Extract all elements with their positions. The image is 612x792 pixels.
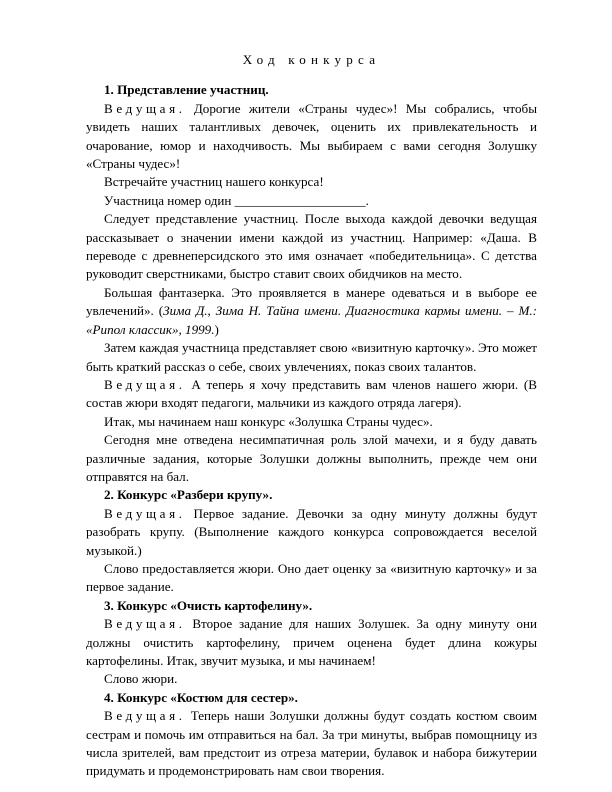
paragraph-text: Теперь наши Золушки должны будут создать костюм своим сестрам и помочь им отправиться на бал. За три минуты, выбрав помощницу из числа зрителей, вам предстоит из отреза материи, булавок и набора бижутерии придумать и продемонстрировать нам свои творения. [86,708,537,779]
paragraph: Следует представление участниц. После выхода каждой девочки ведущая рассказывает о значении имени каждой из участниц. Например: «Даша. В переводе с древнеперсидского это имя означает «победительница». С детства руководит сверстниками, быстро ставит своих обидчиков на место. [86,211,537,282]
citation: Зима Д., Зима Н. Тайна имени. Диагностика кармы имени. – М.: «Рипол классик», 1999. [86,303,537,337]
paragraph-text: Дорогие жители «Страны чудес»! Мы собрались, чтобы увидеть наших талантливых девочек, оценить их привлекательность и очарование, юмор и находчивость. Мы выбираем с вами сегодня Золушку «Страны чудес»! [86,100,537,172]
paragraph: Слово жюри. [104,671,178,687]
speaker-label: Ведущая. [104,616,186,632]
paragraph-text: Первое задание. Девочки за одну минуту должны будут разобрать крупу. (Выполнение каждого конкурса сопровождается веселой музыкой.) [86,505,537,558]
paragraph-text: Второе задание для наших Золушек. За одну минуту они должны очистить картофелину, причем оценена будет длина кожуры картофелины. Итак, звучит музыка, и мы начинаем! [86,616,537,668]
paragraph [86,284,537,339]
page-title: Ход конкурса [242,52,381,67]
page-content [86,51,537,781]
paragraph: Итак, мы начинаем наш конкурс «Золушка Страны чудес». [104,413,433,429]
paragraph: Участница номер один ____________________. [104,192,369,208]
paragraph [86,100,537,174]
paragraph [86,505,537,560]
paragraph: Затем каждая участница представляет свою «визитную карточку». Это может быть краткий рассказ о себе, своих увлечениях, показ своих талантов. [86,340,537,374]
section-4-heading: 4. Конкурс «Костюм для сестер». [104,689,298,705]
paragraph: Встречайте участниц нашего конкурса! [104,174,324,190]
paragraph [86,615,537,670]
paragraph [86,707,537,781]
section-1-heading: 1. Представление участниц. [104,82,269,98]
paragraph [86,376,537,413]
paragraph-text: А теперь я хочу представить вам членов нашего жюри. (В состав жюри входят педагоги, мальчики из каждого отряда лагеря). [86,376,537,411]
paragraph-text: Большая фантазерка. Это проявляется в манере одеваться и в выборе ее увлечений». ( [86,284,537,319]
section-2-heading: 2. Конкурс «Разбери крупу». [104,487,273,503]
speaker-label: Ведущая. [104,505,186,521]
section-3-heading: 3. Конкурс «Очисть картофелину». [104,597,313,613]
paragraph: Сегодня мне отведена несимпатичная роль злой мачехи, и я буду давать различные задания, которые Золушки должны выполнить, прежде чем они отправятся на бал. [86,432,537,484]
paragraph: Слово предоставляется жюри. Оно дает оценку за «визитную карточку» и за первое задание. [86,560,537,595]
paragraph-text: ) [214,321,219,337]
speaker-label: Ведущая. [104,708,186,724]
speaker-label: Ведущая. [104,376,186,392]
speaker-label: Ведущая. [104,100,186,116]
